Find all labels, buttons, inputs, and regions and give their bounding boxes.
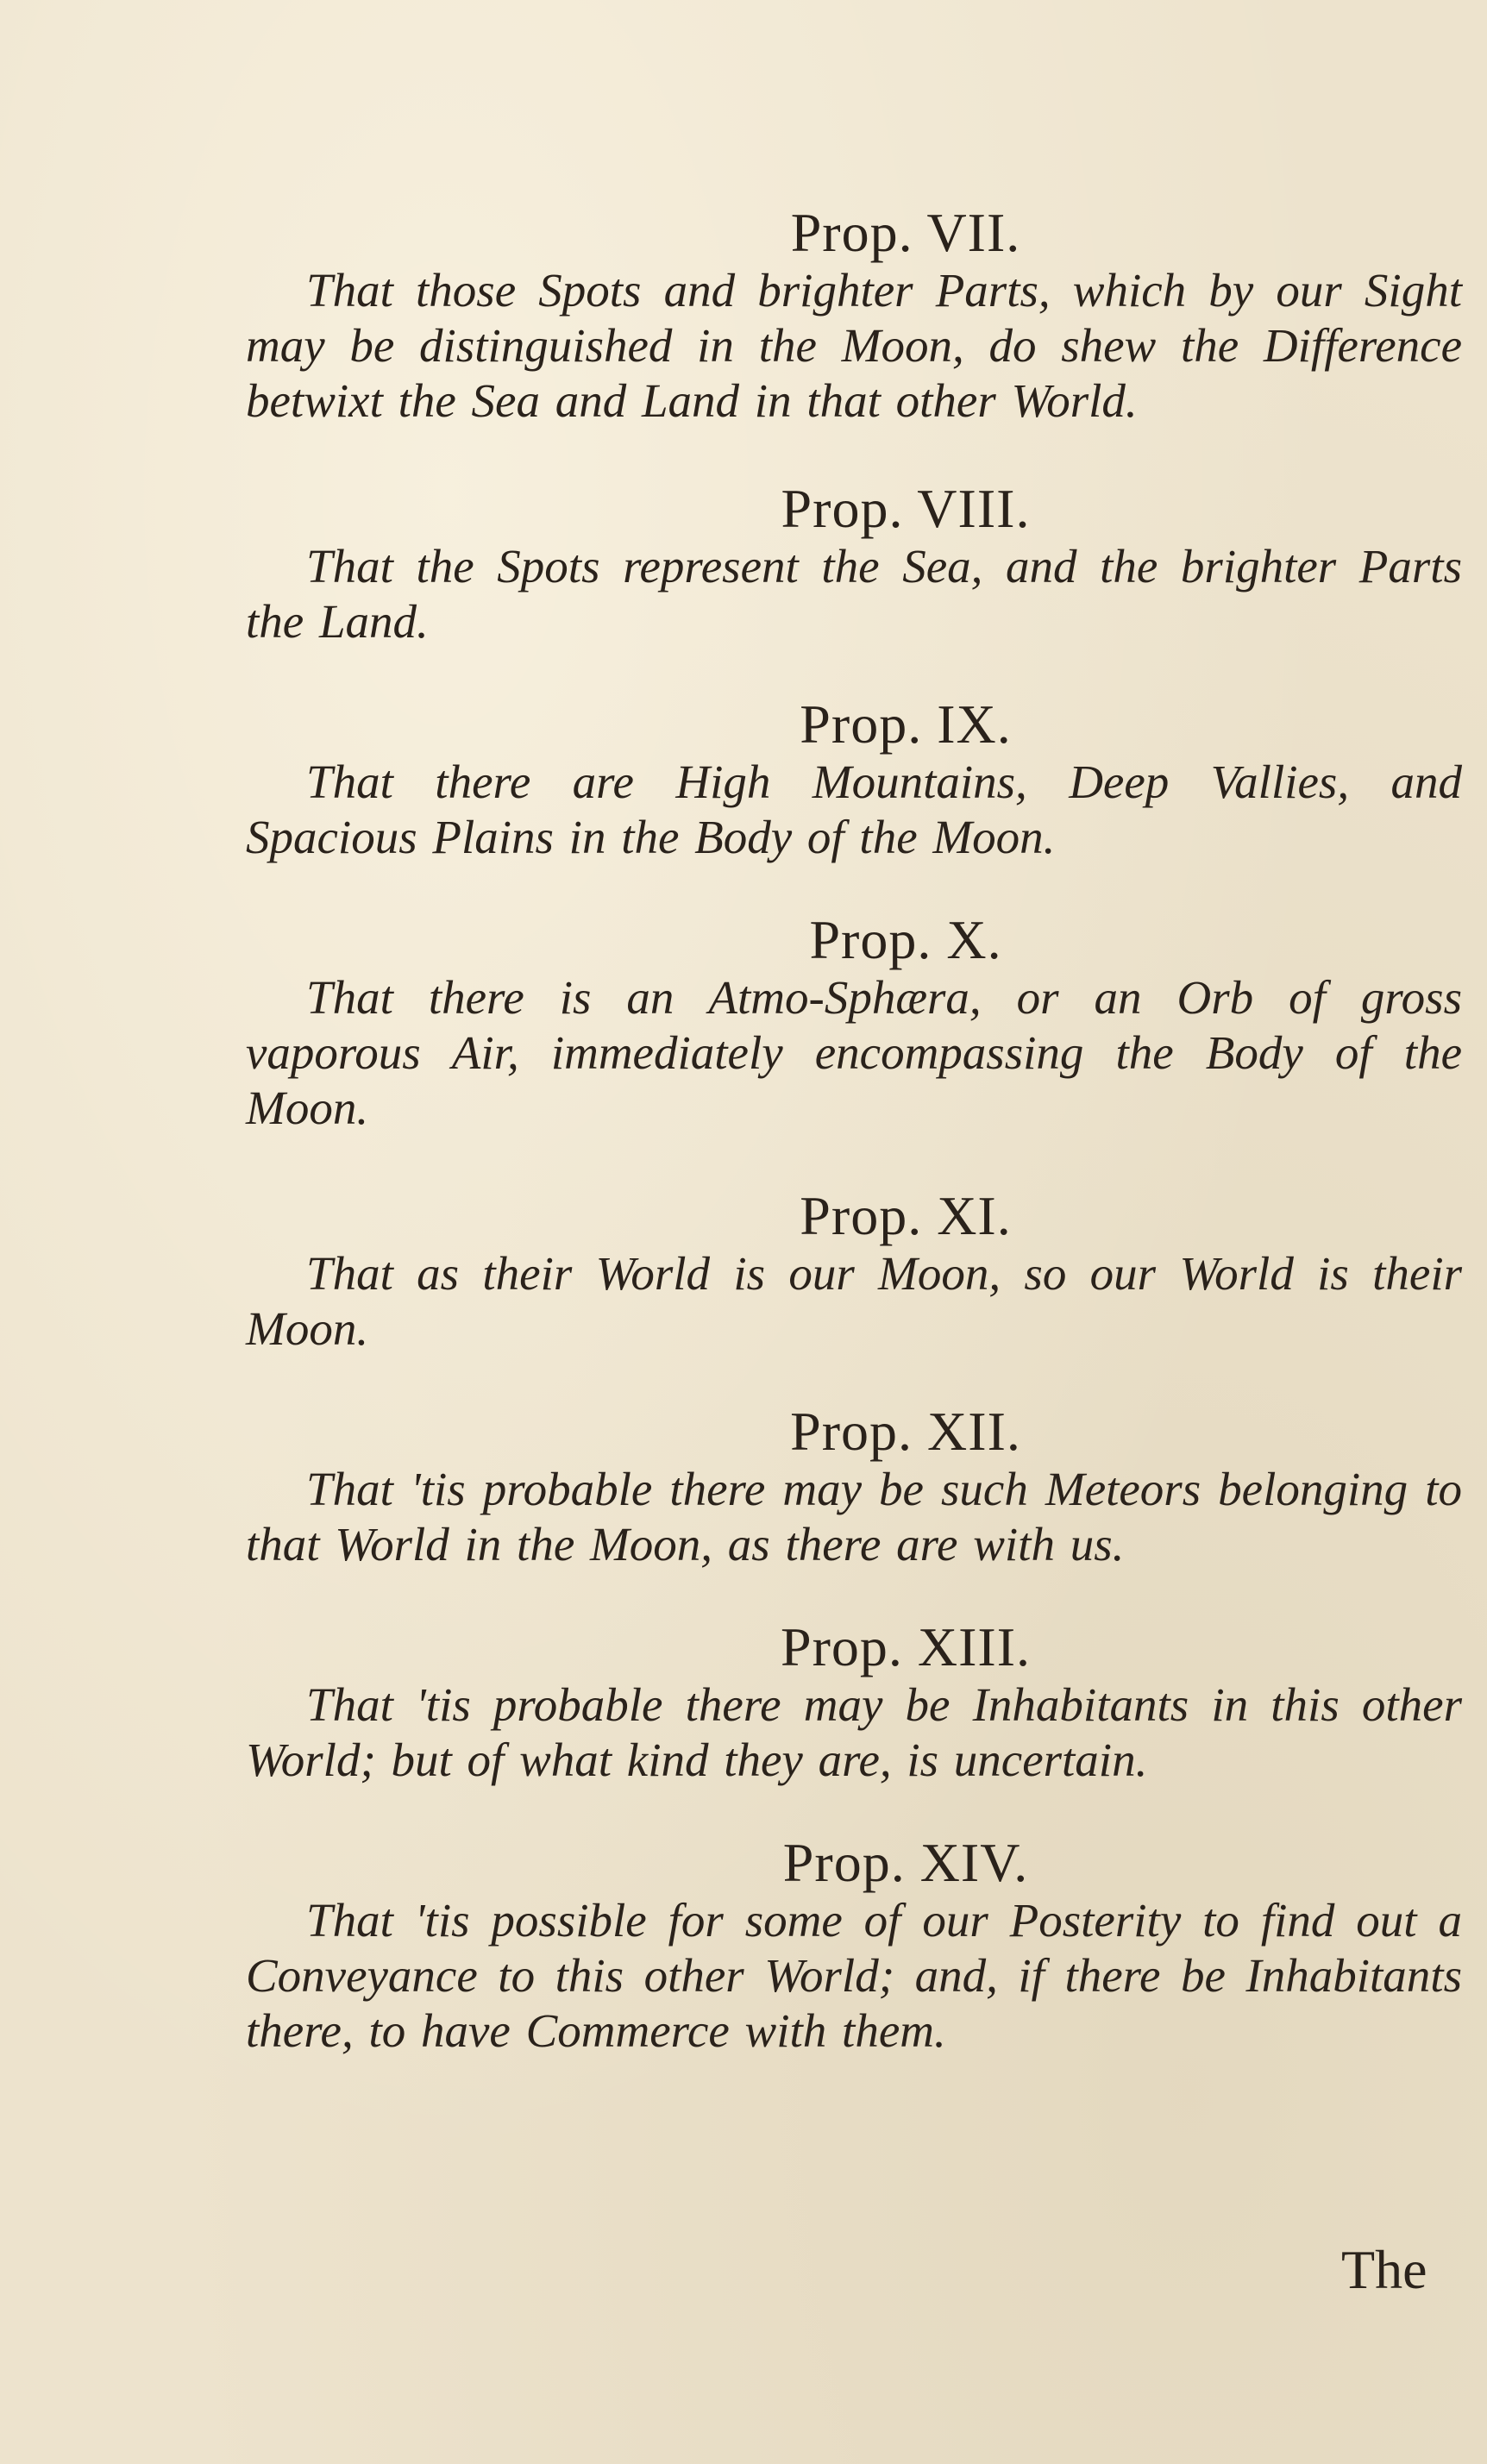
proposition-text: That there are High Mountains, Deep Vallies, and Spacious Plains in the Body of the Moon. bbox=[246, 756, 1462, 863]
proposition-14 bbox=[246, 1833, 1462, 2059]
proposition-heading: Prop. XIV. bbox=[782, 1832, 1029, 1893]
proposition-heading: Prop. XII. bbox=[790, 1401, 1021, 1462]
proposition-8 bbox=[246, 479, 1462, 649]
proposition-heading: Prop. VIII. bbox=[781, 478, 1031, 539]
proposition-11 bbox=[246, 1186, 1462, 1357]
proposition-text: That 'tis probable there may be Inhabitants in this other World; but of what kind they are, is uncertain. bbox=[246, 1678, 1462, 1786]
catchword: The bbox=[1341, 2239, 1427, 2300]
proposition-text: That 'tis possible for some of our Posterity to find out a Conveyance to this other World; and, if there be Inhabitants there, to have Commerce with them. bbox=[246, 1894, 1462, 2057]
proposition-heading: Prop. XI. bbox=[800, 1185, 1012, 1246]
proposition-heading: Prop. XIII. bbox=[780, 1616, 1032, 1677]
proposition-10 bbox=[246, 910, 1462, 1136]
proposition-13 bbox=[246, 1617, 1462, 1788]
proposition-heading: Prop. X. bbox=[809, 909, 1002, 970]
proposition-heading: Prop. IX. bbox=[800, 693, 1012, 755]
proposition-text: That as their World is our Moon, so our World is their Moon. bbox=[246, 1247, 1462, 1355]
proposition-12 bbox=[246, 1401, 1462, 1572]
proposition-7 bbox=[246, 203, 1462, 429]
proposition-9 bbox=[246, 694, 1462, 865]
proposition-text: That there is an Atmo-Sphæra, or an Orb of gross vaporous Air, immediately encompassing the Body of the Moon. bbox=[246, 971, 1462, 1134]
proposition-heading: Prop. VII. bbox=[790, 202, 1021, 263]
proposition-text: That the Spots represent the Sea, and the brighter Parts the Land. bbox=[246, 540, 1462, 648]
proposition-text: That those Spots and brighter Parts, which by our Sight may be distinguished in the Moon, do shew the Difference betwixt the Sea and Land in that other World. bbox=[246, 264, 1462, 427]
proposition-text: That 'tis probable there may be such Meteors belonging to that World in the Moon, as there are with us. bbox=[246, 1463, 1462, 1571]
